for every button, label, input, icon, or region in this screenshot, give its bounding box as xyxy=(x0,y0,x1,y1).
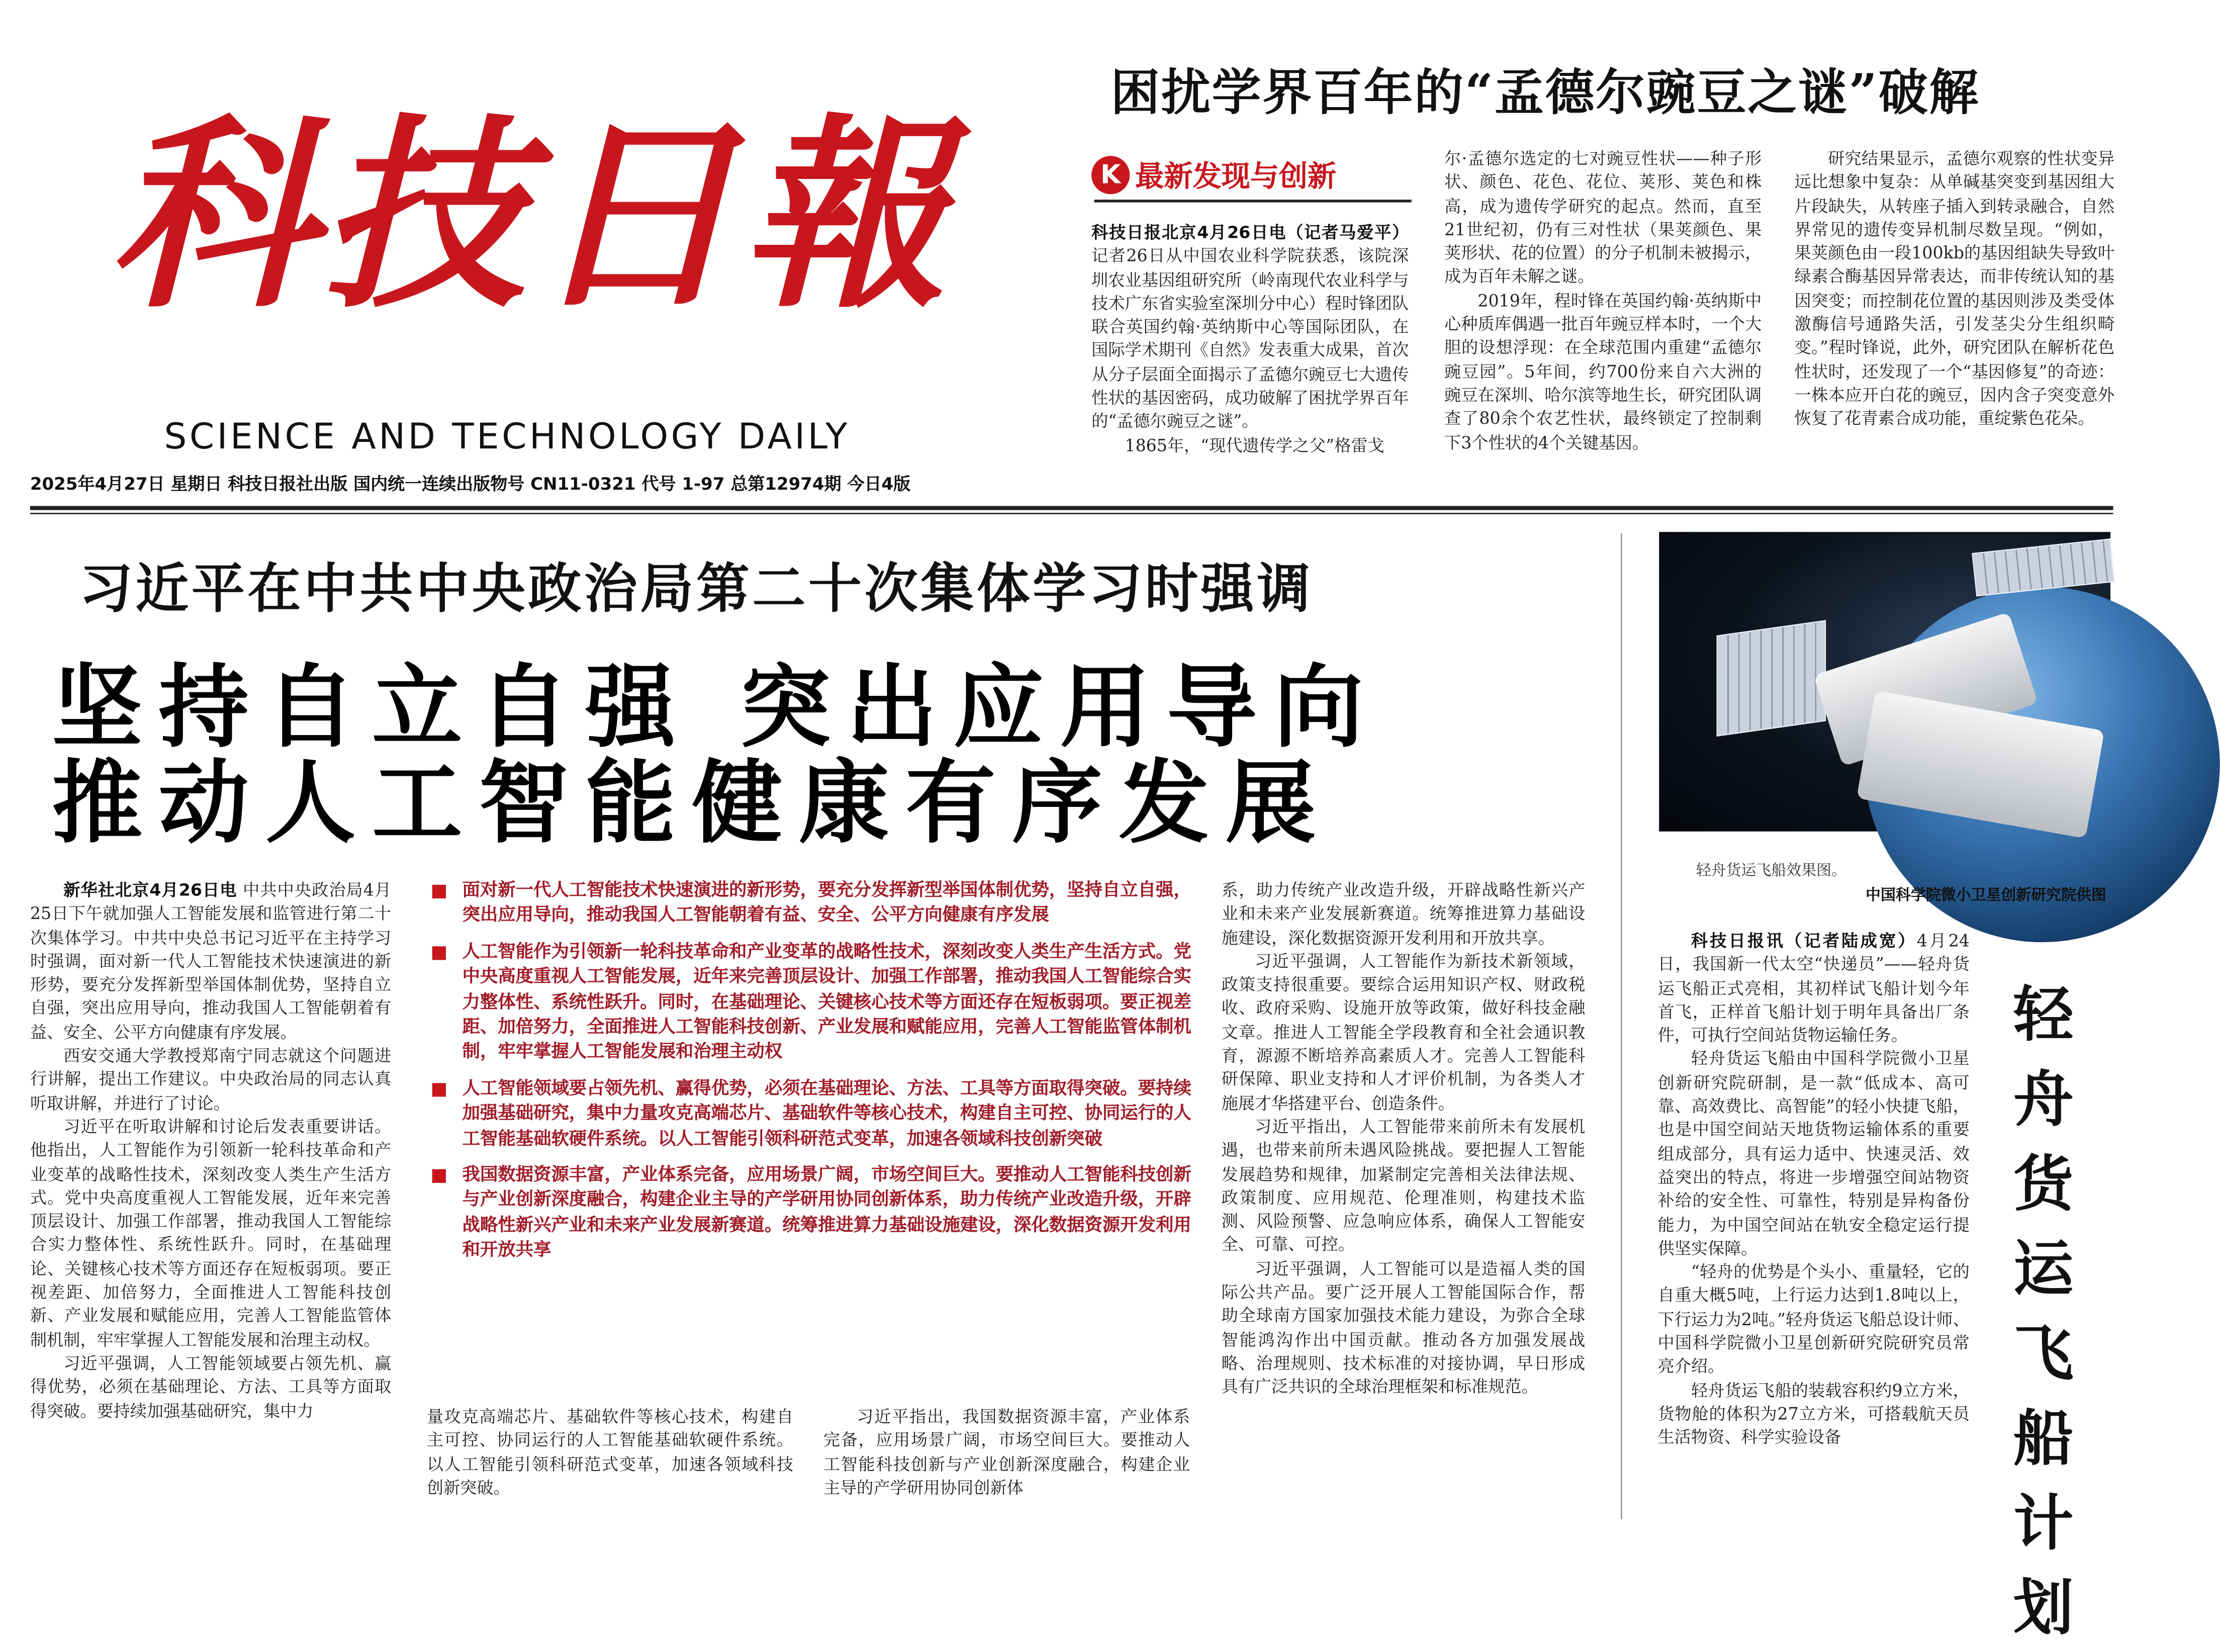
side-story-p3: “轻舟的优势是个头小、重量轻，它的自重大概5吨，上行运力达到1.8吨以上，下行运力为2吨。”轻舟货运飞船总设计师、中国科学院微小卫星创新研究院研究员常亮介绍。 xyxy=(1657,1262,1970,1376)
lead-col1-p1: 中共中央政治局4月25日下午就加强人工智能发展和监管进行第二十次集体学习。中共中央总书记习近平在主持学习时强调，面对新一代人工智能技术快速演进的新形势，要充分发挥新型举国体制优势，坚持自立自强，突出应用导向，推动我国人工智能朝着有益、安全、公平方向健康有序发展。 xyxy=(30,880,392,1042)
section-badge-k-icon: K xyxy=(1091,156,1130,194)
side-story-p2: 轻舟货运飞船由中国科学院微小卫星创新研究院研制，是一款“低成本、高可靠、高效费比、高智能”的轻小快捷飞船，也是中国空间站天地货物运输体系的重要组成部分，具有运力适中、快速灵活、效益突出的特点，将进一步增强空间站物资补给的安全性、可靠性，特别是异构备份能力，为中国空间站在轨安全稳定运行提供坚实保障。 xyxy=(1657,1049,1970,1258)
lead-dateline: 新华社北京4月26日电 xyxy=(63,880,237,900)
lead-col1-p3: 习近平在听取讲解和讨论后发表重要讲话。他指出，人工智能作为引领新一轮科技革命和产业变革的战略性技术，深刻改变人类生产生活方式。党中央高度重视人工智能发展，近年来完善顶层设计、加强工作部署，推动我国人工智能综合实力整体性、系统性跃升。同时，在基础理论、关键核心技术等方面还存在短板弱项。要正视差距、加倍努力，全面推进人工智能科技创新、产业发展和赋能应用，完善人工智能监管体制机制，牢牢掌握人工智能发展和治理主动权。 xyxy=(30,1117,392,1349)
lead-col1 xyxy=(30,879,391,1519)
bullet-square-icon xyxy=(432,885,446,898)
key-point: 人工智能领域要占领先机、赢得优势，必须在基础理论、方法、工具等方面取得突破。要持续加强基础研究，集中力量攻克高端芯片、基础软件等核心技术，构建自主可控、协同运行的人工智能基础软硬件系统。以人工智能引领科研范式变革，加速各领域科技创新突破 xyxy=(427,1077,1193,1153)
lead-col4-p1: 系，助力传统产业改造升级，开辟战略性新兴产业和未来产业发展新赛道。统筹推进算力基础设施建设，深化数据资源开发利用和开放共享。 xyxy=(1221,880,1586,947)
masthead-divider-thin xyxy=(30,513,2113,514)
top-story-col1-text: 记者26日从中国农业科学院获悉，该院深圳农业基因组研究所（岭南现代农业科学与技术广东省实验室深圳分中心）程时锋团队联合英国约翰·英纳斯中心等国际团队，在国际学术期刊《自然》发表重大成果，首次从分子层面全面揭示了孟德尔豌豆七大遗传性状的基因密码，成功破解了困扰学界百年的“孟德尔豌豆之谜”。 xyxy=(1091,246,1409,431)
key-point: 人工智能作为引领新一轮科技革命和产业变革的战略性技术，深刻改变人类生产生活方式。党中央高度重视人工智能发展，近年来完善顶层设计、加强工作部署，推动我国人工智能综合实力整体性、系统性跃升。同时，在基础理论、关键核心技术等方面还存在短板弱项。要正视差距、加倍努力，全面推进人工智能科技创新、产业发展和赋能应用，完善人工智能监管体制机制，牢牢掌握人工智能发展和治理主动权 xyxy=(427,941,1193,1066)
lead-col3-bottom xyxy=(823,1406,1190,1519)
masthead-english-title: SCIENCE AND TECHNOLOGY DAILY xyxy=(164,417,850,458)
lead-col4-p3: 习近平指出，人工智能带来前所未有发展机遇，也带来前所未遇风险挑战。要把握人工智能发展趋势和规律，加紧制定完善相关法律法规、政策制度、应用规范、伦理准则，构建技术监测、风险预警、应急响应体系，确保人工智能安全、可靠、可控。 xyxy=(1221,1117,1586,1255)
lead-col1-p4: 习近平强调，人工智能领域要占领先机、赢得优势，必须在基础理论、方法、工具等方面取得突破。要持续加强基础研究，集中力 xyxy=(30,1353,392,1420)
lead-col2-bottom-text: 量攻克高端芯片、基础软件等核心技术，构建自主可控、协同运行的人工智能基础软硬件系统。以人工智能引领科研范式变革，加速各领域科技创新突破。 xyxy=(426,1407,794,1498)
top-story-col1 xyxy=(1091,222,1409,499)
key-point: 面对新一代人工智能技术快速演进的新形势，要充分发挥新型举国体制优势，坚持自立自强，突出应用导向，推动我国人工智能朝着有益、安全、公平方向健康有序发展 xyxy=(427,879,1193,930)
top-story-col2 xyxy=(1444,148,1762,499)
side-story-p1: 4月24日，我国新一代太空“快递员”——轻舟货运飞船正式亮相，其初样试飞船计划今年首飞，正样首飞船计划于明年具备出厂条件，可执行空间站货物运输任务。 xyxy=(1657,931,1970,1045)
top-story-col1-tail: 1865年，“现代遗传学之父”格雷戈 xyxy=(1125,435,1384,455)
photo-caption: 轻舟货运飞船效果图。 xyxy=(1696,861,1846,880)
badge-underline xyxy=(1094,200,1412,202)
top-story-col2-p1: 尔·孟德尔选定的七对豌豆性状——种子形状、颜色、花色、花位、荚形、荚色和株高，成为遗传学研究的起点。然而，直至21世纪初，仍有三对性状（果荚颜色、果荚形状、花的位置）的分子机制未被揭示，成为百年未解之谜。 xyxy=(1444,149,1762,287)
issue-line: 2025年4月27日 星期日 科技日报社出版 国内统一连续出版物号 CN11-0321 代号 1-97 总第12974期 今日4版 xyxy=(30,473,911,494)
top-story-dateline: 科技日报北京4月26日电（记者马爱平） xyxy=(1091,223,1409,242)
photo-credit: 中国科学院微小卫星创新研究院供图 xyxy=(1866,886,2106,904)
key-point: 我国数据资源丰富，产业体系完备，应用场景广阔，市场空间巨大。要推动人工智能科技创新与产业创新深度融合，构建企业主导的产学研用协同创新体系，助力传统产业改造升级，开辟战略性新兴产业和未来产业发展新赛道。统筹推进算力基础设施建设，深化数据资源开发利用和开放共享 xyxy=(427,1164,1193,1264)
lead-col4-p4: 习近平强调，人工智能可以是造福人类的国际公共产品。要广泛开展人工智能国际合作，帮助全球南方国家加强技术能力建设，为弥合全球智能鸿沟作出中国贡献。推动各方加强发展战略、治理规则、技术标准的对接协调，早日形成具有广泛共识的全球治理框架和标准规范。 xyxy=(1221,1259,1586,1397)
bullet-square-icon xyxy=(432,1083,446,1096)
bullet-square-icon xyxy=(432,946,446,960)
lead-col3-bottom-text: 习近平指出，我国数据资源丰富，产业体系完备，应用场景广阔，市场空间巨大。要推动人工智能科技创新与产业创新深度融合，构建企业主导的产学研用协同创新体 xyxy=(823,1407,1190,1498)
side-story-text xyxy=(1657,930,1969,1519)
lead-col4-p2: 习近平强调，人工智能作为新技术新领域，政策支持很重要。要综合运用知识产权、财政税收、政府采购、设施开放等政策，做好科技金融文章。推进人工智能全学段教育和全社会通识教育，源源不断培养高素质人才。完善人工智能科研保障、职业支持和人才评价机制，为各类人才施展才华搭建平台、创造条件。 xyxy=(1221,951,1586,1113)
lead-col1-p2: 西安交通大学教授郑南宁同志就这个问题进行讲解，提出工作建议。中央政治局的同志认真听取讲解，并进行了讨论。 xyxy=(30,1046,392,1113)
top-story-col2-p2: 2019年，程时锋在英国约翰·英纳斯中心种质库偶遇一批百年豌豆样本时，一个大胆的设想浮现：在全球范围内重建“孟德尔豌豆园”。5年间，约700份来自六大洲的豌豆在深圳、哈尔滨等地生长，研究团队调查了80余个农艺性状，最终锁定了控制剩下3个性状的4个关键基因。 xyxy=(1444,291,1762,452)
top-story-col3 xyxy=(1795,148,2115,499)
column-divider xyxy=(1621,533,1622,1519)
side-story-dateline: 科技日报讯（记者陆成宽） xyxy=(1691,931,1917,951)
bullet-square-icon xyxy=(432,1169,446,1183)
solar-panel-graphic xyxy=(1972,538,2115,597)
cargo-ship-photo xyxy=(1659,532,2110,832)
section-badge xyxy=(1091,154,1420,196)
side-story-p4: 轻舟货运飞船的装载容积约9立方米，货物舱的体积为27立方米，可搭载航天员生活物资、科学实验设备 xyxy=(1657,1381,1970,1447)
lead-col4 xyxy=(1222,879,1586,1519)
side-story-vertical-headline: 轻舟货运飞船计划 xyxy=(2013,980,2074,1644)
masthead-title: 科技日報 xyxy=(109,96,952,337)
key-points-box xyxy=(427,879,1193,1275)
section-badge-label: 最新发现与创新 xyxy=(1135,160,1337,193)
lead-col2-bottom xyxy=(427,1406,793,1519)
lead-headline-line2: 推动人工智能健康有序发展 xyxy=(52,751,1332,856)
lead-headline-line1: 坚持自立自强 突出应用导向 xyxy=(52,655,1380,761)
top-story-headline: 困扰学界百年的“孟德尔豌豆之谜”破解 xyxy=(1111,64,1980,122)
lead-subtitle: 习近平在中共中央政治局第二十次集体学习时强调 xyxy=(79,558,1313,621)
masthead-divider xyxy=(30,506,2113,510)
solar-panel-graphic xyxy=(1716,620,1826,737)
top-story-col3-p1: 研究结果显示，孟德尔观察的性状变异远比想象中复杂：从单碱基突变到基因组大片段缺失，从转座子插入到转录融合，自然界常见的遗传变异机制尽数呈现。“例如，果荚颜色由一段100kb的基因组缺失导致叶绿素合酶基因异常表达，而非传统认知的基因突变；而控制花位置的基因则涉及类受体激酶信号通路失活，引发茎尖分生组织畸变。”程时锋说，此外，研究团队在解析花色性状时，还发现了一个“基因修复”的奇迹：一株本应开白花的豌豆，因内含子突变意外恢复了花青素合成功能，重绽紫色花朵。 xyxy=(1794,149,2115,429)
